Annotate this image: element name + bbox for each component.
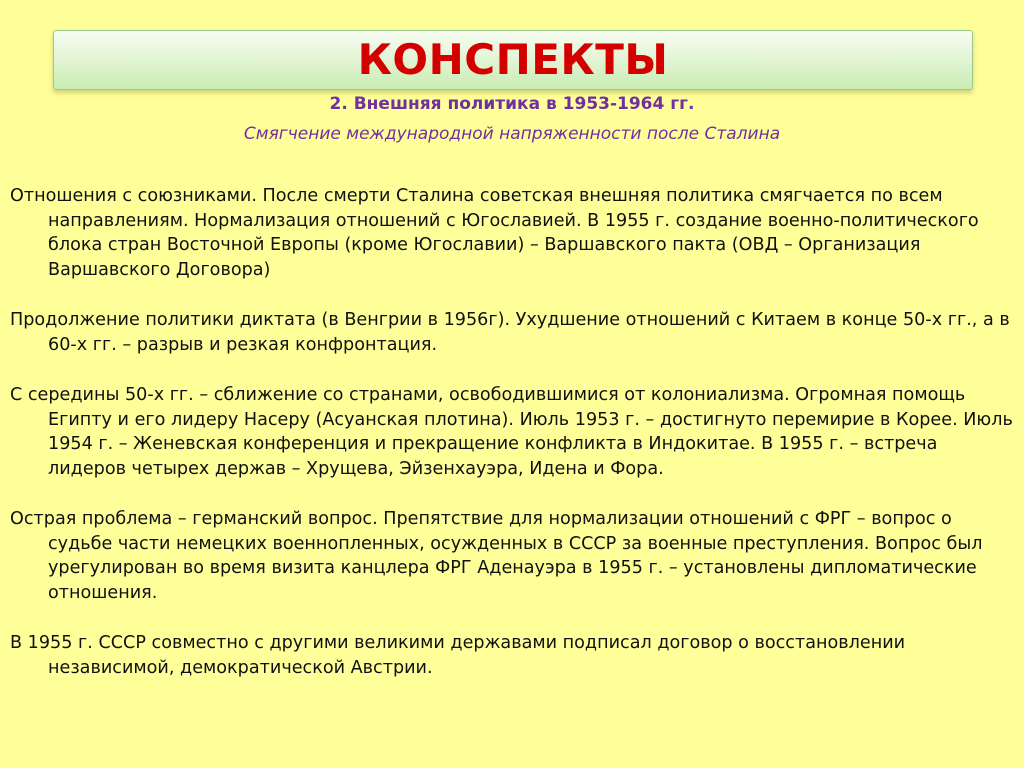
paragraph-austria-treaty: В 1955 г. СССР совместно с другими великими державами подписал договор о восстановлении независимой, демократической Австрии. — [10, 633, 906, 678]
notes-body — [10, 184, 1014, 706]
paragraph-german-question: Острая проблема – германский вопрос. Препятствие для нормализации отношений с ФРГ – вопрос о судьбе части немецких военнопленных, осужденных в СССР за военные преступления. Вопрос был урегулирован во время визита канцлера ФРГ Аденауэра в 1955 г. – установлены дипломатические отношения. — [10, 509, 983, 603]
title-banner — [53, 30, 973, 90]
section-subtitle: 2. Внешняя политика в 1953-1964 гг. — [329, 94, 695, 114]
paragraph-decolonized-countries: С середины 50-х гг. – сближение со странами, освободившимися от колониализма. Огромная помощь Египту и его лидеру Насеру (Асуанская плотина). Июль 1953 г. – достигнуто перемирие в Корее. Июль 1954 г. – Женевская конференция и прекращение конфликта в Индокитае. В 1955 г. – встреча лидеров четырех держав – Хрущева, Эйзенхауэра, Идена и Фора. — [10, 385, 1013, 479]
paragraph-allies: Отношения с союзниками. После смерти Сталина советская внешняя политика смягчается по всем направлениям. Нормализация отношений с Югославией. В 1955 г. создание военно-политического блока стран Восточной Европы (кроме Югославии) – Варшавского пакта (ОВД – Организация Варшавского Договора) — [10, 186, 979, 280]
section-subtitle-italic: Смягчение международной напряженности после Сталина — [243, 124, 781, 144]
paragraph-dictate-policy: Продолжение политики диктата (в Венгрии в 1956г). Ухудшение отношений с Китаем в конце 50-х гг., а в 60-х гг. – разрыв и резкая конфронтация. — [10, 310, 1010, 355]
page-title: КОНСПЕКТЫ — [357, 35, 669, 84]
